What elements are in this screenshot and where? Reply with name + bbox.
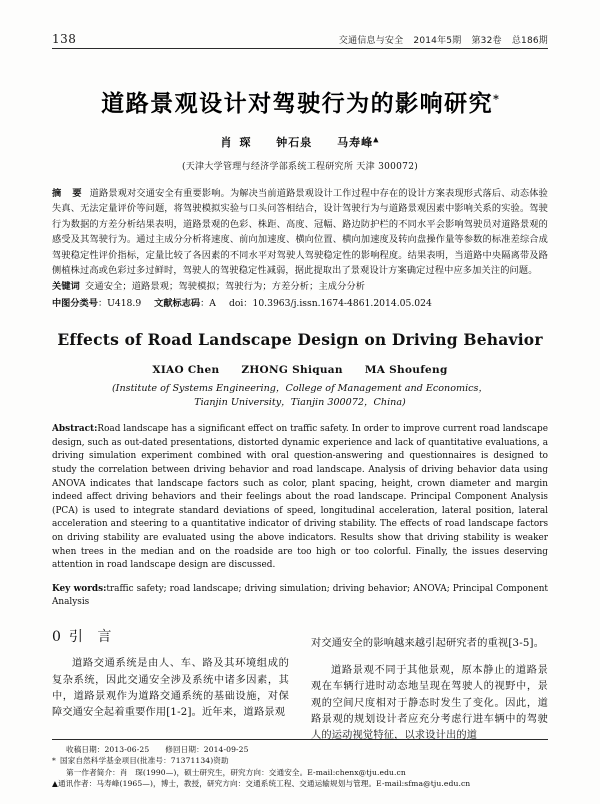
journal-year-issue: 2014年5期 <box>413 36 462 46</box>
body-paragraph: 道路景观不同于其他景观，原本静止的道路景观在车辆行进时动态地呈现在驾驶人的视野中，景观的空间尺度相对于静态时发生了变化。因此，道路景观的规划设计者应充分考虑行进车辆中的驾驶人的运动视觉特征，以求设计出的道 <box>311 664 548 742</box>
keywords-en-text: traffic safety; road landscape; driving simulation; driving behavior; ANOVA; Principal Component Analysis <box>52 583 548 608</box>
doccode-label: 文献标志码 <box>154 297 201 309</box>
body-column-right <box>311 626 548 755</box>
abstract-cn-label: 摘 要 <box>52 188 86 199</box>
author-cn-2 <box>276 136 312 149</box>
doccode-value: A <box>209 297 216 309</box>
keywords-cn <box>52 279 548 294</box>
affiliation-en-line1: (Institute of Systems Engineering，College of Management and Economics， <box>111 383 489 395</box>
abstract-cn-text: 道路景观对交通安全有重要影响。为解决当前道路景观设计工作过程中存在的设计方案表现形式落后、动态体验失真、无法定量评价等问题，将驾驶模拟实验与口头问答相结合，设计驾驶行为与道路景观因素中影响关系的实验。驾驶行为数据的方差分析结果表明，道路景观的色彩、株距、高度、冠幅、路边防护栏的不同水平会影响驾驶员对道路景观的感受及其驾驶行为。通过主成分分析将速度、前向加速度、横向位置、横向加速度及转向盘操作量等参数的标准差综合成驾驶稳定性评价指标，定量比较了各因素的不同水平对驾驶人驾驶稳定性的影响程度。结果表明，当道路中央隔离带及路侧植株过高或色彩过多过鲜时，驾驶人的驾驶稳定性减弱，据此提取出了景观设计方案确定过程中应多加关注的问题。 <box>52 188 548 277</box>
body-columns <box>52 626 548 755</box>
affiliation-cn: (天津大学管理与经济学部系统工程研究所 天津 300072) <box>181 162 419 172</box>
body-paragraph: 对交通安全的影响越来越引起研究者的重视[3-5]。 <box>311 638 545 650</box>
affiliation-en <box>52 382 548 410</box>
authors-en <box>52 364 548 376</box>
received-value: 2013-06-25 <box>104 744 150 754</box>
title-cn-text: 道路景观设计对驾驶行为的影响研究 <box>101 90 494 117</box>
revised-label: 修回日期 <box>165 744 197 754</box>
author-cn-3-mark: ▲ <box>373 134 380 144</box>
authors-cn <box>52 134 548 150</box>
author-cn-3-given: 寿峰 <box>349 136 374 149</box>
title-cn-footnote-mark: * <box>493 92 499 106</box>
keywords-en <box>52 583 548 610</box>
clc-value: U418.9 <box>107 297 142 309</box>
section-heading <box>52 626 289 646</box>
journal-serial: 总186期 <box>511 36 548 46</box>
page-title <box>52 85 548 118</box>
footnotes <box>52 739 548 790</box>
doccode-segment: 文献标志码：A <box>154 297 216 309</box>
section-title: 引 言 <box>68 628 117 645</box>
classification-line <box>52 296 548 311</box>
abstract-cn <box>52 186 548 278</box>
clc-segment: 中图分类号：U418.9 <box>52 297 142 309</box>
keywords-cn-text: 交通安全；道路景观；驾驶模拟；驾驶行为；方差分析；主成分分析 <box>85 281 366 293</box>
revised-value: 2014-09-25 <box>203 744 249 754</box>
page-content <box>52 28 548 776</box>
abstract-en-text: Road landscape has a significant effect on traffic safety. In order to improve current road landscape design, such as out-dated presentations, distorted dynamic experience and lack of quantitative evaluations, a driving simulation experiment combined with oral question-answering and questionnaires is designed to study the correlation between driving behavior and road landscape. Analysis of driving behavior data using ANOVA indicates that landscape factors such as color, plant spacing, height, crown diameter and margin indeed affect driving behaviors and their feelings about the road landscape. Principal Component Analysis (PCA) is used to integrate standard deviations of speed, longitudinal acceleration, lateral position, lateral acceleration and steering to a quantitative indicator of driving stability. The effects of road landscape factors on driving stability are evaluated using the above indicators. Results show that driving stability is weaker when trees in the median and on the roadside are too high or too colorful. Finally, the issues deserving attention in road landscape design are discussed. <box>52 424 548 571</box>
abstract-en <box>52 423 548 573</box>
author-en-3: MA Shoufeng <box>364 364 448 377</box>
doi-label: doi <box>228 297 244 309</box>
doi-value: 10.3963/j.issn.1674-4861.2014.05.024 <box>252 297 432 309</box>
author-cn-1-surname: 肖 <box>220 136 233 149</box>
author-cn-1 <box>220 136 251 149</box>
author-cn-2-given: 石泉 <box>288 136 313 149</box>
author-en-2: ZHONG Shiquan <box>241 364 343 377</box>
author-cn-3-surname: 马 <box>337 136 350 149</box>
funding-text: 国家自然科学基金项目(批准号：71371134)资助 <box>60 756 229 766</box>
corresponding-mark: ▲ <box>52 779 58 789</box>
title-en: Effects of Road Landscape Design on Driving Behavior <box>57 330 543 350</box>
keywords-en-label: Key words: <box>52 583 107 594</box>
footnote-funding <box>52 755 548 767</box>
received-label: 收稿日期 <box>66 744 97 754</box>
author-en-1: XIAO Chen <box>152 364 220 377</box>
footnote-first-author: 第一作者简介：肖 琛(1990—)，硕士研究生，研究方向：交通安全。E-mail:chenx@tju.edu.cn <box>66 767 406 777</box>
funding-mark: * <box>52 756 56 766</box>
header-divider <box>52 48 548 49</box>
affiliation-en-line2: Tianjin University，Tianjin 300072，China) <box>194 397 406 409</box>
author-cn-3 <box>337 136 379 149</box>
journal-name: 交通信息与安全 <box>338 36 404 46</box>
journal-volume: 第32卷 <box>471 36 502 46</box>
doi-segment: doi：10.3963/j.issn.1674-4861.2014.05.024 <box>228 297 432 309</box>
body-column-left <box>52 626 289 755</box>
footnote-corresponding-author <box>52 778 548 790</box>
journal-info <box>339 33 548 46</box>
abstract-en-label: Abstract: <box>52 424 98 435</box>
corresponding-text: 通讯作者：马寿峰(1965—)，博士，教授，研究方向：交通系统工程、交通运输规划与管理。E-mail:sfma@tju.edu.cn <box>57 779 471 789</box>
author-cn-2-surname: 钟 <box>276 136 289 149</box>
clc-label: 中图分类号 <box>52 297 98 309</box>
footnote-dates: 收稿日期：2013-06-25 修回日期：2014-09-25 <box>66 744 249 754</box>
section-number: 0 <box>52 628 61 645</box>
body-paragraph: 道路交通系统是由人、车、路及其环境组成的复杂系统，因此交通安全涉及系统中诸多因素，其中，道路景观作为道路交通系统的基础设施，对保障交通安全起着重要作用[1-2]。近年来，道路景观 <box>52 658 289 719</box>
page-number: 138 <box>52 32 77 46</box>
author-cn-1-given: 琛 <box>239 136 252 149</box>
keywords-cn-label: 关键词 <box>52 281 81 293</box>
running-head <box>52 28 548 46</box>
